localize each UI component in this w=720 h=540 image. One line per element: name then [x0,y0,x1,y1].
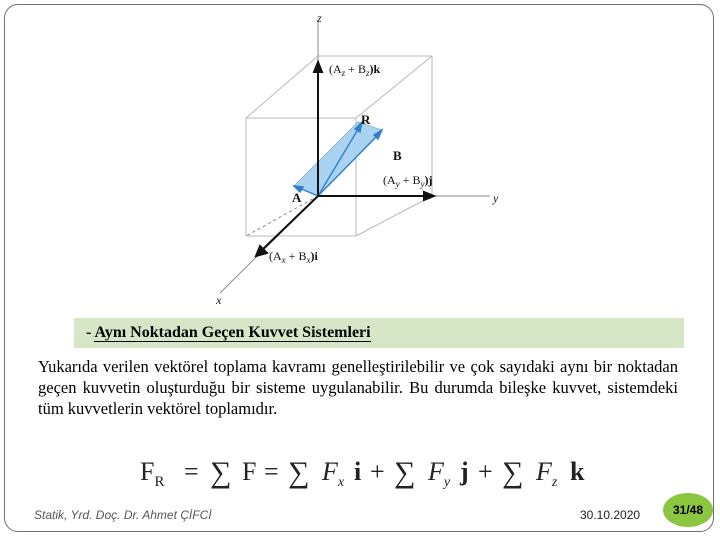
heading-prefix: - [86,324,95,341]
heading-text: Aynı Noktadan Geçen Kuvvet Sistemleri [94,324,371,341]
eq-sum-4: ∑ [502,456,524,489]
page-number-badge: 31/48 [663,493,713,527]
eq-j: j [460,457,469,486]
vector-b-label: B [393,148,402,163]
axis-x-label: x [216,293,222,307]
component-k-label: $(A_z + B_z)k$ [329,62,381,78]
eq-fy: $F_y$ [428,457,451,490]
eq-sum-3: ∑ [394,456,416,489]
vector-addition-figure [200,8,510,308]
eq-fx: $F_x$ [322,457,345,490]
eq-plus-2: + [478,457,493,486]
eq-sum-1: ∑ [210,456,232,489]
eq-plus-1: + [370,457,385,486]
eq-i: i [354,457,362,486]
body-paragraph: Yukarıda verilen vektörel toplama kavramı genelleştirilebilir ve çok sayıdaki aynı bir noktadan geçen kuvvetin oluşturduğu bir sisteme uygulanabilir. Bu durumda bileşke kuvvet, sistemdeki tüm kuvvetlerin vektörel toplamıdır. [38,357,678,418]
axis-y-label: y [493,191,499,205]
eq-k: k [570,457,585,486]
eq-f: F [242,457,257,486]
eq-lhs: $F_R$ [140,457,165,490]
component-i-label: $(A_x + B_x)i$ [269,249,318,265]
footer-author: Statik, Yrd. Doç. Dr. Ahmet ÇİFCİ [34,508,212,522]
footer-date: 30.10.2020 [580,508,641,522]
vector-a-label: A [292,190,302,205]
section-heading [74,318,684,348]
component-j-label: $(A_y + B_y)j$ [383,173,433,189]
axis-z-label: z [317,11,322,25]
vector-parallelogram [294,122,382,196]
eq-equals-1: = [184,457,199,486]
vector-r-label: R [361,112,371,127]
resultant-force-equation [138,452,608,492]
eq-fz: $F_z$ [536,457,558,490]
component-k-head [314,62,322,72]
eq-sum-2: ∑ [288,456,310,489]
eq-equals-2: = [264,457,279,486]
